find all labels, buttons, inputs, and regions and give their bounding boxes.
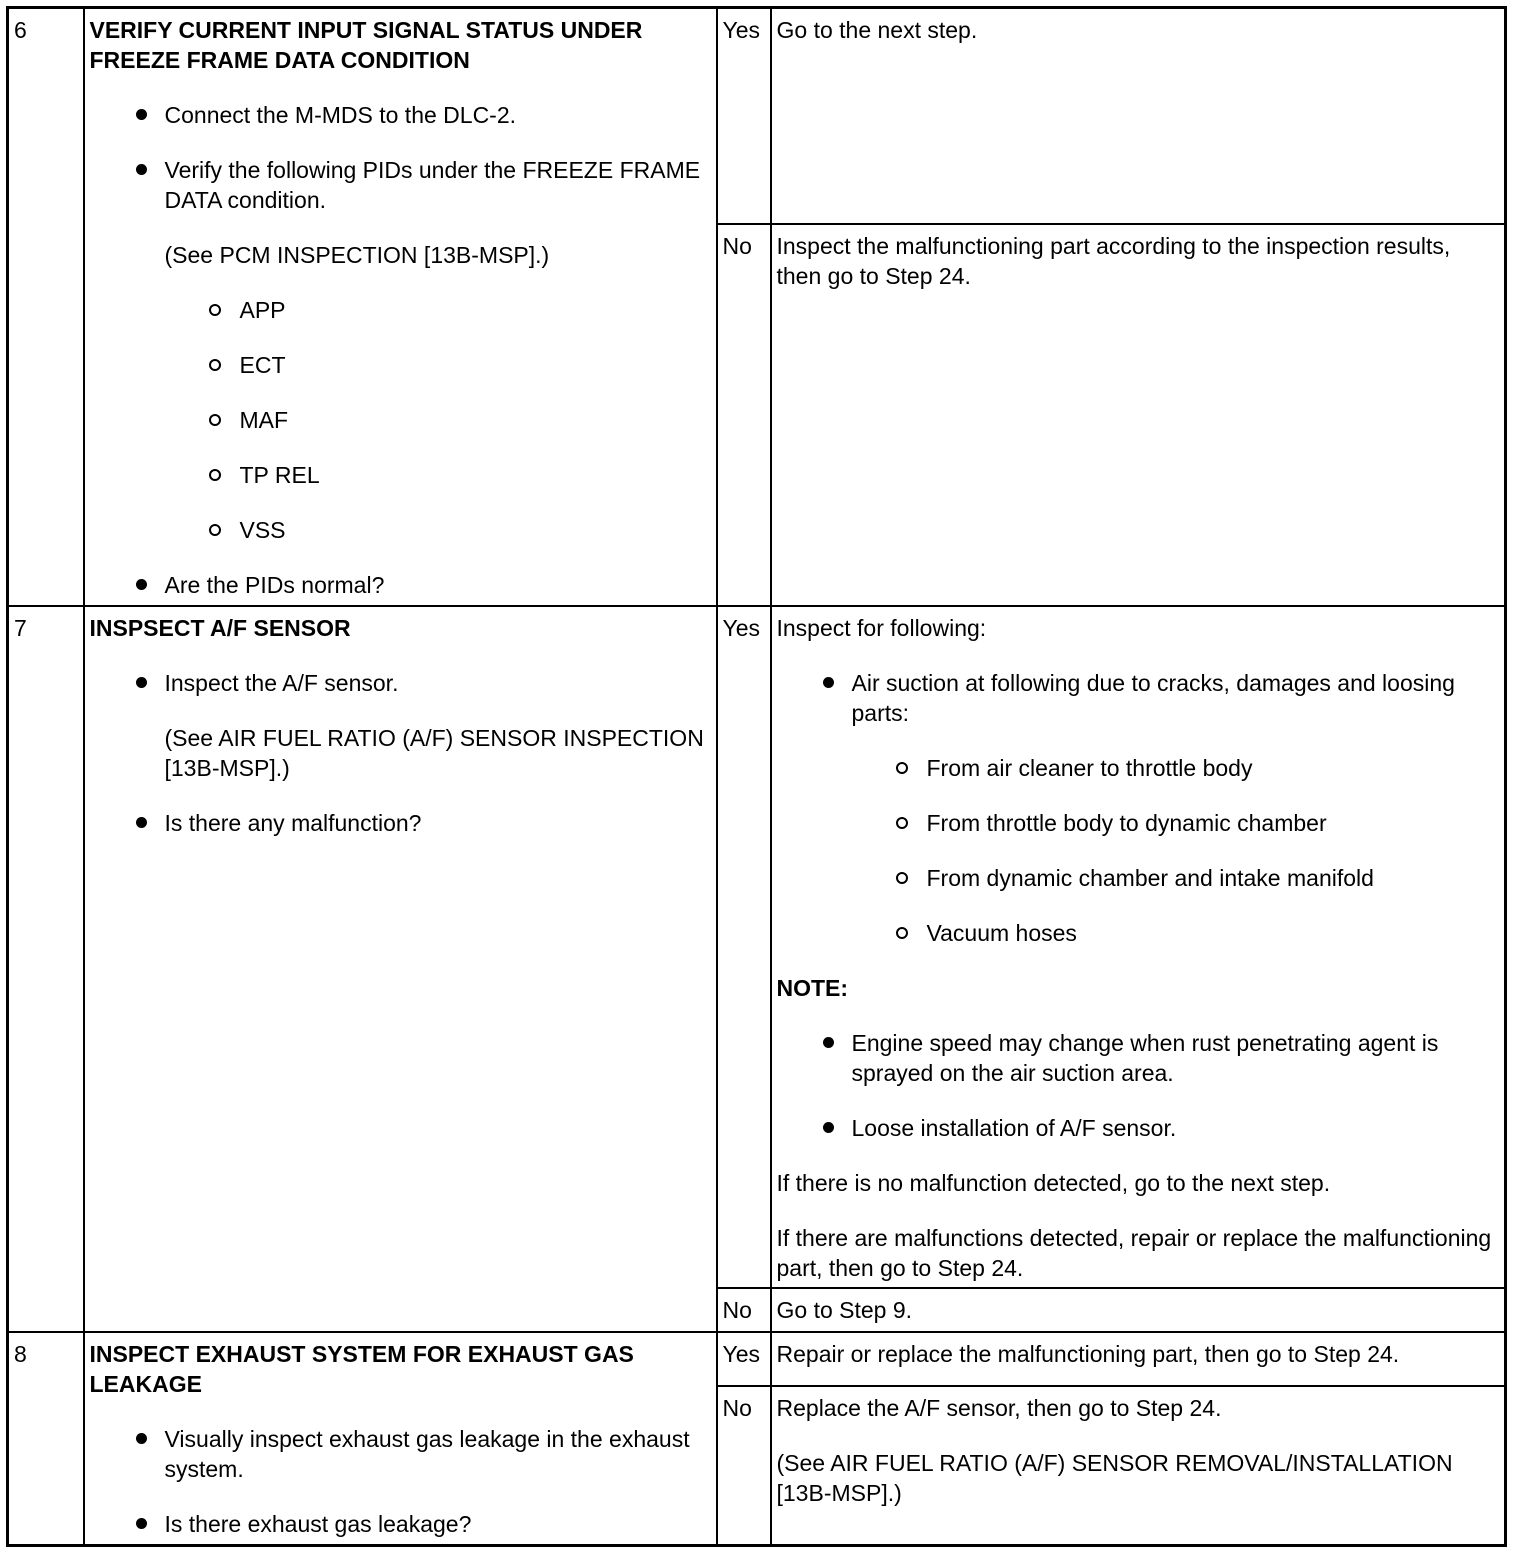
pid-item: APP — [165, 295, 710, 325]
step-number: 7 — [8, 606, 84, 1332]
action-item: Is there exhaust gas leakage? — [90, 1509, 710, 1539]
no-action: Inspect the malfunctioning part according to the inspection results, then go to Step 24. — [771, 224, 1506, 606]
note-list — [777, 1028, 1499, 1143]
no-label: No — [717, 224, 771, 606]
location-item: Vacuum hoses — [852, 918, 1499, 948]
no-action: Go to Step 9. — [771, 1288, 1506, 1332]
malfunction-text: If there are malfunctions detected, repair or replace the malfunctioning part, then go to Step 24. — [776, 1225, 1492, 1281]
note-label: NOTE: — [776, 975, 849, 1001]
step-8-yes-row — [8, 1332, 1506, 1386]
yes-label: Yes — [717, 606, 771, 1288]
note-item: Loose installation of A/F sensor. — [777, 1113, 1499, 1143]
step-7-yes-row — [8, 606, 1506, 1288]
location-item: From air cleaner to throttle body — [852, 753, 1499, 783]
step-action-cell — [84, 606, 717, 1332]
pid-item: TP REL — [165, 460, 710, 490]
inspection-list — [777, 668, 1499, 948]
location-item: From throttle body to dynamic chamber — [852, 808, 1499, 838]
pid-item: ECT — [165, 350, 710, 380]
note-item: Engine speed may change when rust penetrating agent is sprayed on the air suction area. — [777, 1028, 1499, 1088]
inspection-item-text: Air suction at following due to cracks, damages and loosing parts: — [851, 670, 1455, 726]
step-number: 8 — [8, 1332, 84, 1546]
step-number: 6 — [8, 8, 84, 607]
action-item: Is there any malfunction? — [90, 808, 710, 838]
action-item: Connect the M-MDS to the DLC-2. — [90, 100, 710, 130]
action-item-text: Verify the following PIDs under the FREEZE FRAME DATA condition. — [164, 157, 701, 213]
step-action-cell — [84, 8, 717, 607]
step-title: INSPSECT A/F SENSOR — [89, 615, 351, 641]
step-action-cell — [84, 1332, 717, 1546]
action-item: Visually inspect exhaust gas leakage in the exhaust system. — [90, 1424, 710, 1484]
no-label: No — [717, 1288, 771, 1332]
no-action — [771, 1386, 1506, 1546]
action-list — [90, 100, 710, 600]
action-item — [90, 155, 710, 545]
yes-action: Go to the next step. — [771, 8, 1506, 225]
inspection-item — [777, 668, 1499, 948]
step-title: VERIFY CURRENT INPUT SIGNAL STATUS UNDER FREEZE FRAME DATA CONDITION — [89, 17, 643, 73]
location-list — [852, 753, 1499, 948]
pid-item: VSS — [165, 515, 710, 545]
yes-label: Yes — [717, 1332, 771, 1386]
yes-action: Repair or replace the malfunctioning part, then go to Step 24. — [771, 1332, 1506, 1386]
no-action-text: Replace the A/F sensor, then go to Step 24. — [776, 1395, 1222, 1421]
pid-item: MAF — [165, 405, 710, 435]
no-label: No — [717, 1386, 771, 1546]
location-item: From dynamic chamber and intake manifold — [852, 863, 1499, 893]
action-item-text: Inspect the A/F sensor. — [164, 670, 399, 696]
reference-text: (See AIR FUEL RATIO (A/F) SENSOR REMOVAL/INSTALLATION [13B-MSP].) — [776, 1450, 1453, 1506]
action-item: Are the PIDs normal? — [90, 570, 710, 600]
action-item — [90, 668, 710, 783]
reference-text: (See PCM INSPECTION [13B-MSP].) — [164, 242, 550, 268]
reference-text: (See AIR FUEL RATIO (A/F) SENSOR INSPECTION [13B-MSP].) — [164, 725, 704, 781]
action-list — [90, 1424, 710, 1539]
action-list — [90, 668, 710, 838]
diagnostic-procedure-table — [6, 6, 1507, 1547]
no-malfunction-text: If there is no malfunction detected, go to the next step. — [776, 1170, 1331, 1196]
step-title: INSPECT EXHAUST SYSTEM FOR EXHAUST GAS LEAKAGE — [89, 1341, 634, 1397]
step-6-yes-row — [8, 8, 1506, 225]
yes-label: Yes — [717, 8, 771, 225]
yes-intro: Inspect for following: — [776, 615, 987, 641]
yes-action — [771, 606, 1506, 1288]
pid-list — [165, 295, 710, 545]
